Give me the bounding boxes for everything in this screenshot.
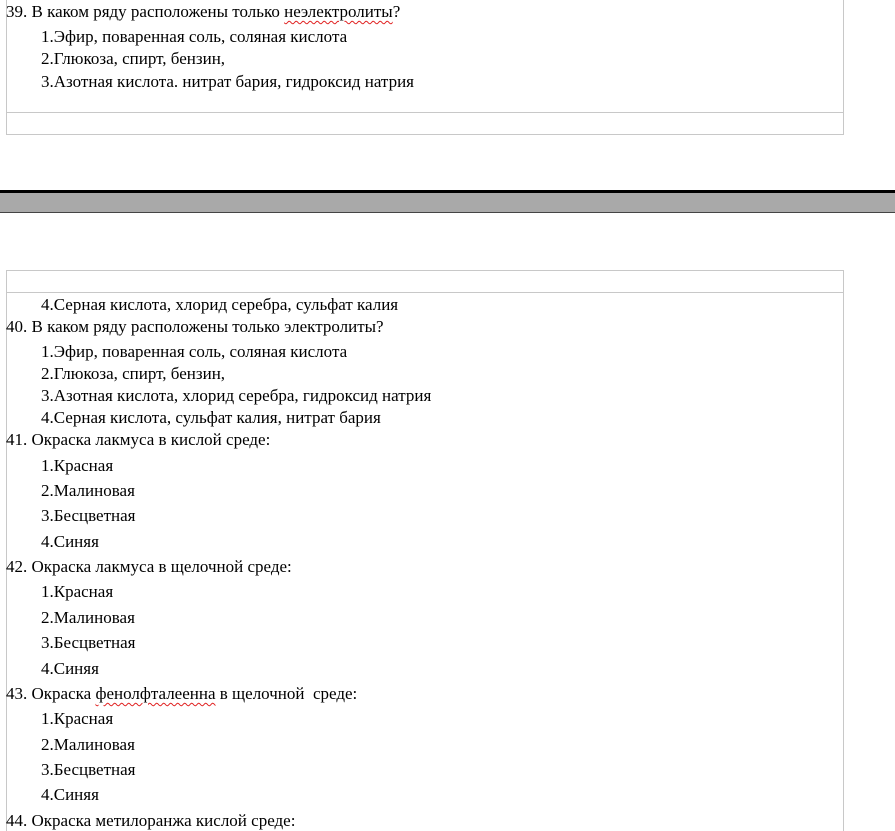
q40-answer-3: 3.Азотная кислота, хлорид серебра, гидроксид натрия xyxy=(41,386,432,405)
q41-answer-4: 4.Синяя xyxy=(41,532,99,551)
q40-answer-4: 4.Серная кислота, сульфат калия, нитрат бария xyxy=(41,408,381,427)
question-43 xyxy=(6,684,357,704)
q42-answer-3: 3.Бесцветная xyxy=(41,633,136,652)
question-43-suffix: в щелочной среде: xyxy=(215,684,358,703)
question-44: 44. Окраска метилоранжа кислой среде: xyxy=(6,811,296,830)
q43-answer-1: 1.Красная xyxy=(41,709,114,728)
question-39 xyxy=(6,2,400,22)
q40-answer-2: 2.Глюкоза, спирт, бензин, xyxy=(41,364,226,383)
question-39-text: 39. В каком ряду расположены только xyxy=(6,2,285,21)
q39-answer-3: 3.Азотная кислота. нитрат бария, гидроксид натрия xyxy=(41,72,414,91)
page-separator xyxy=(0,190,895,213)
q43-answer-3: 3.Бесцветная xyxy=(41,760,136,779)
q42-answer-4: 4.Синяя xyxy=(41,659,99,678)
q39-answer-2: 2.Глюкоза, спирт, бензин, xyxy=(41,49,226,68)
q43-answer-2: 2.Малиновая xyxy=(41,735,135,754)
q42-answer-1: 1.Красная xyxy=(41,582,114,601)
page-2-table-divider xyxy=(6,292,844,293)
question-42: 42. Окраска лакмуса в щелочной среде: xyxy=(6,557,292,576)
q39-answer-4: 4.Серная кислота, хлорид серебра, сульфат калия xyxy=(41,295,399,314)
spellcheck-flagged-word[interactable]: фенолфталеенна xyxy=(95,684,216,703)
q42-answer-2: 2.Малиновая xyxy=(41,608,135,627)
question-41: 41. Окраска лакмуса в кислой среде: xyxy=(6,430,271,449)
q43-answer-4: 4.Синяя xyxy=(41,785,99,804)
question-39-end: ? xyxy=(392,2,401,21)
q41-answer-1: 1.Красная xyxy=(41,456,114,475)
question-43-prefix: 43. Окраска xyxy=(6,684,96,703)
question-40: 40. В каком ряду расположены только электролиты? xyxy=(6,317,384,336)
page-1-table-divider xyxy=(6,112,844,113)
q40-answer-1: 1.Эфир, поваренная соль, соляная кислота xyxy=(41,342,348,361)
spellcheck-flagged-word[interactable]: неэлектролиты xyxy=(284,2,393,21)
q41-answer-3: 3.Бесцветная xyxy=(41,506,136,525)
q39-answer-1: 1.Эфир, поваренная соль, соляная кислота xyxy=(41,27,348,46)
q41-answer-2: 2.Малиновая xyxy=(41,481,135,500)
